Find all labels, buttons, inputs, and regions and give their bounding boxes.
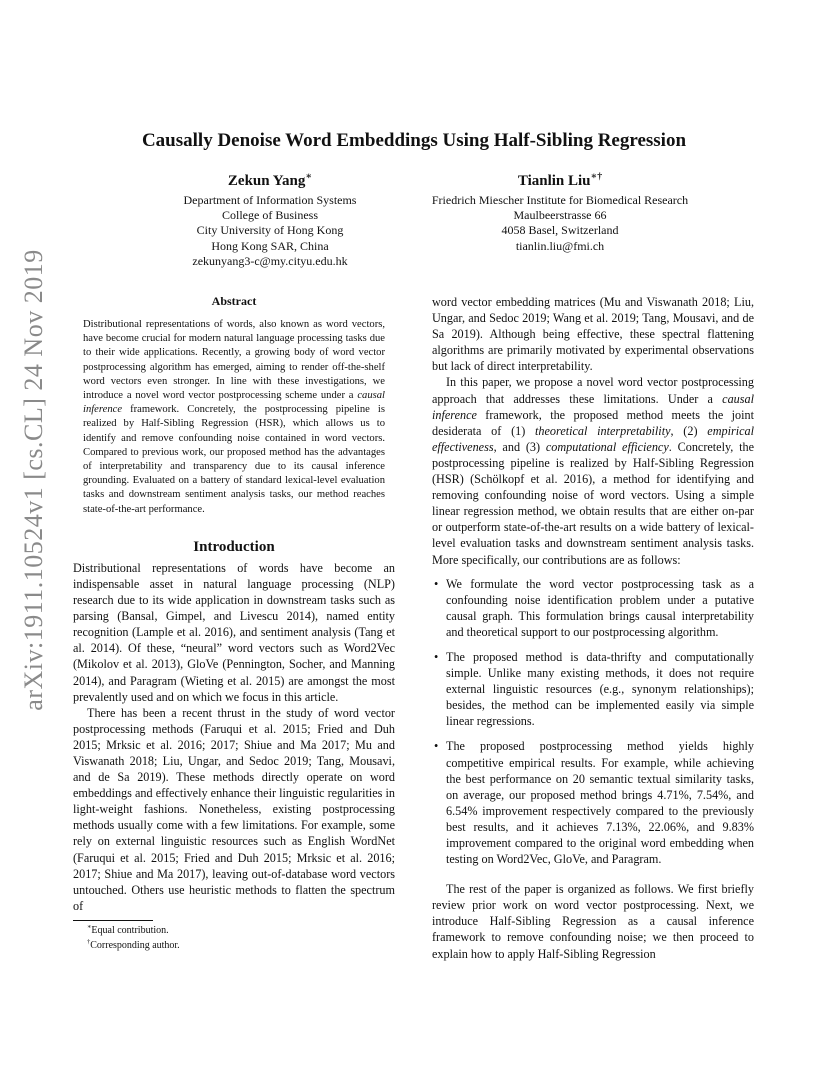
text-run: There has been a recent thrust in the study of word vector postprocessing methods (Faruqui et al. 2015; Fried and Duh 2015; Mrksic et al. 2016; 2017; Shiue and Ma 2017; Mu and Viswanath 2018; Liu, Ungar, and Sedoc 2019; Tang, Mousavi, and de Sa 2019). These methods directly operate on word embeddings and effectively enhance their linguistic regularities in light-weight fashions. Nonetheless, existing postprocessing methods usually come with a few limitations. For example, some rely on external linguistic resources such as English WordNet (Faruqui et al. 2015; Fried and Duh 2015; Mrksic et al. 2016; 2017; Shiue and Ma 2017), leaving out-of-database word vectors untouched. Others use heuristic methods to flatten the spectrum of xyxy=(73,705,395,913)
emphasis-text: empirical effectiveness xyxy=(432,423,754,454)
footnote-rule xyxy=(73,920,153,921)
contribution-item: • The proposed postprocessing method yields highly competitive empirical results. For example, while achieving the best performance on 20 semantic textual similarity tasks, on average, our proposed method brings 4.71%, 7.54%, and 6.54% improvement respectively compared to the previously best results, and it achieves 7.13%, 22.06%, and 9.83% improvement compared to the original word embedding when testing on Word2Vec, GloVe, and Paragram. xyxy=(434,739,754,867)
author-email: tianlin.liu@fmi.ch xyxy=(515,238,605,253)
emphasis-text: computational efficiency xyxy=(545,439,669,454)
arxiv-identifier xyxy=(8,249,60,711)
text-run: Distributional representations of words have become an indispensable asset in natural language processing (NLP) research due to its wide application in downstream tasks such as parsing (Bansal, Gimpel, and Livescu 2014), named entity recognition (Lample et al. 2016), and sentiment analysis (Tang et al. 2014). Of these, “neural” word vectors such as Word2Vec (Mikolov et al. 2013), GloVe (Pennington, Socher, and Manning 2014), and Paragram (Wieting et al. 2015) are amongst the most prevalently used and on which we focus in this article. xyxy=(73,560,395,704)
bullet-icon: • xyxy=(434,739,439,754)
author-name: Tianlin Liu∗† xyxy=(517,171,603,189)
abstract-heading: Abstract xyxy=(211,294,257,308)
text-run: framework. Concretely, the postprocessing pipeline is realized by Half-Sibling Regression (HSR), which allows us to identify and remove confounding noise contained in word vectors. Compared to previous work, our proposed method has the advantages of interpretability and transparency due to its causal inference grounding. Evaluated on a battery of standard lexical-level evaluation tasks and downstream sentiment analysis tasks, our method reaches state-of-the-art performance. xyxy=(83,404,385,515)
footnote-2: †Corresponding author. xyxy=(87,938,180,951)
bullet-icon: • xyxy=(434,576,439,591)
emphasis-text: causal inference xyxy=(83,390,385,416)
abstract-text xyxy=(83,318,385,517)
emphasis-text: causal inference xyxy=(432,391,754,422)
affiliation-line: Maulbeerstrasse 66 xyxy=(513,208,607,223)
emphasis-text: theoretical interpretability xyxy=(535,423,671,438)
introduction-heading: Introduction xyxy=(193,538,275,555)
text-run: In this paper, we propose a novel word vector postprocessing approach that addresses these limitations. Under a xyxy=(432,375,754,406)
text-run: Distributional representations of words, also known as word vectors, have become crucial for modern natural language processing tasks due to their wide applications. Recently, a growing body of word vector postprocessing algorithm has emerged, aiming to render off-the-shelf word vectors even stronger. In line with these investigations, we introduce a novel word vector postprocessing scheme under a xyxy=(83,319,385,402)
text-run: framework, the proposed method meets the joint desiderata of (1) xyxy=(432,407,754,438)
intro-paragraph-1 xyxy=(73,560,395,705)
text-run: word vector embedding matrices (Mu and Viswanath 2018; Liu, Ungar, and Sedoc 2019; Wang et al. 2019; Tang, Mousavi, and de Sa 2019). Although being effective, these spectral flattening algorithms are primarily motivated by experimental observations but lack of direct interpretability. xyxy=(432,295,754,374)
contribution-item: • The proposed method is data-thrifty and computationally simple. Unlike many existing methods, it does not require external linguistic resources (e.g., synonym relationships); besides, the method can be implemented easily via simple linear regressions. xyxy=(434,649,754,729)
author-mark: ∗† xyxy=(590,171,603,182)
author-mark: ∗ xyxy=(305,171,313,182)
text-run: The rest of the paper is organized as follows. We first briefly review prior work on word vector postprocessing. Next, we introduce Half-Sibling Regression as a causal inference framework to remove confounding noise; we then proceed to explain how to apply Half-Sibling Regression xyxy=(432,882,754,961)
contribution-item: • We formulate the word vector postprocessing task as a confounding noise identification problem under a putative causal graph. This formulation brings causal interpretability and theoretical support to our postprocessing algorithm. xyxy=(434,576,754,639)
arxiv-identifier-text: arXiv:1911.10524v1 [cs.CL] 24 Nov 2019 xyxy=(19,249,48,711)
author-email: zekunyang3-c@my.cityu.edu.hk xyxy=(192,253,348,268)
affiliation-line: 4058 Basel, Switzerland xyxy=(501,223,619,238)
author-name: Zekun Yang∗ xyxy=(227,171,313,189)
footnotes xyxy=(73,920,395,953)
affiliation-line: City University of Hong Kong xyxy=(196,223,344,238)
affiliation-line: Friedrich Miescher Institute for Biomedical Research xyxy=(431,193,689,207)
right-column xyxy=(432,294,754,962)
outline-paragraph xyxy=(432,881,754,961)
contribution-paragraph xyxy=(432,374,754,567)
author-block-2 xyxy=(408,171,712,254)
text-run: , and (3) xyxy=(493,439,546,454)
paper-title: Causally Denoise Word Embeddings Using Half-Sibling Regression xyxy=(141,130,687,151)
bullet-icon: • xyxy=(434,649,439,664)
footnote-1: ∗Equal contribution. xyxy=(87,923,169,936)
affiliation-line: College of Business xyxy=(222,208,318,223)
continued-paragraph xyxy=(432,294,754,374)
author-block-1 xyxy=(160,171,380,269)
affiliation-line: Department of Information Systems xyxy=(183,193,357,207)
text-run: . Concretely, the postprocessing pipeline is realized by Half-Sibling Regression (HSR) (Schölkopf et al. 2016), a method for identifying and removing confounding noise of word vectors. Using a simple linear regression method, we obtain results that are either on-par or outperform state-of-the-art results on a wide battery of lexical-level evaluation tasks and downstream sentiment analysis tasks. More specifically, our contributions are as follows: xyxy=(432,439,754,567)
left-column xyxy=(73,294,395,914)
intro-paragraph-2 xyxy=(73,705,395,914)
contribution-list xyxy=(432,576,754,868)
affiliation-line: Hong Kong SAR, China xyxy=(211,238,329,253)
text-run: , (2) xyxy=(670,423,708,438)
